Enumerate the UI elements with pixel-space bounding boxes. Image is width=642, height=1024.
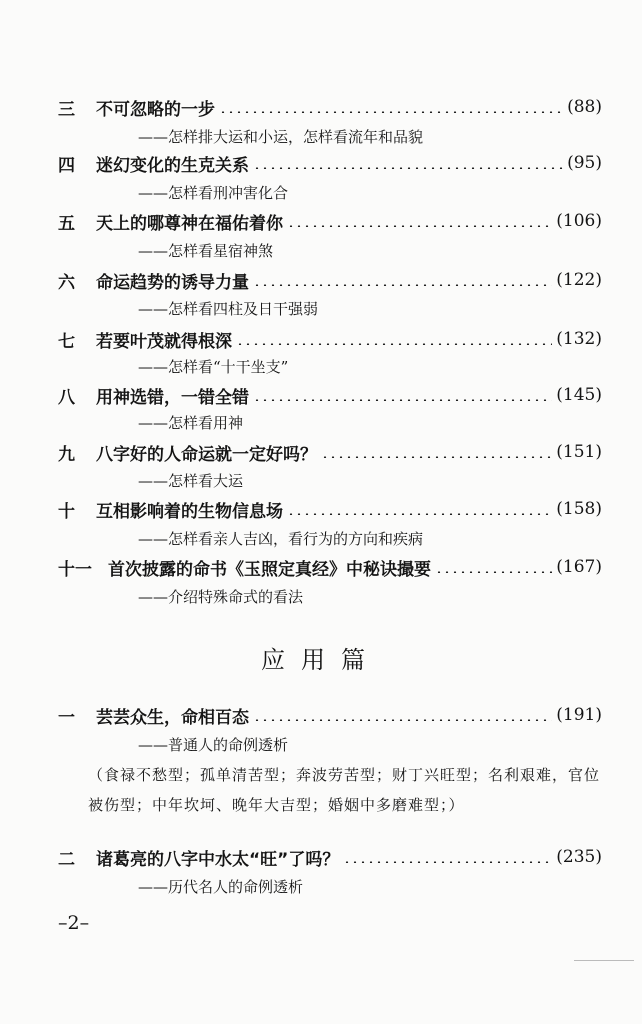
chapter-number: 九 bbox=[58, 444, 75, 465]
chapter-title: 迷幻变化的生克关系 bbox=[96, 155, 249, 176]
dot-leader bbox=[253, 719, 552, 721]
chapter-subtitle: ——历代名人的命例透析 bbox=[138, 878, 304, 896]
page-number: (106) bbox=[556, 211, 602, 231]
dot-leader bbox=[343, 861, 552, 863]
chapter-number: 五 bbox=[58, 213, 75, 234]
toc-entry bbox=[58, 148, 602, 178]
dot-leader bbox=[219, 111, 563, 113]
chapter-number: 三 bbox=[58, 99, 75, 120]
chapter-title: 命运趋势的诱导力量 bbox=[96, 272, 249, 293]
chapter-number: 四 bbox=[58, 155, 75, 176]
chapter-subtitle: ——介绍特殊命式的看法 bbox=[138, 588, 304, 606]
chapter-subtitle: ——普通人的命例透析 bbox=[138, 736, 289, 754]
chapter-title: 若要叶茂就得根深 bbox=[96, 331, 232, 352]
page-number: (145) bbox=[556, 385, 602, 405]
page-number: (95) bbox=[567, 153, 602, 173]
section-heading: 应用篇 bbox=[261, 646, 381, 674]
chapter-title: 八字好的人命运就一定好吗？ bbox=[96, 444, 317, 465]
toc-entry bbox=[58, 206, 602, 236]
chapter-title: 不可忽略的一步 bbox=[96, 99, 215, 120]
scan-mark bbox=[574, 960, 634, 961]
toc-entry bbox=[58, 494, 602, 524]
chapter-subtitle: ——怎样看亲人吉凶，看行为的方向和疾病 bbox=[138, 530, 424, 548]
chapter-title: 互相影响着的生物信息场 bbox=[96, 501, 283, 522]
toc-entry bbox=[58, 380, 602, 410]
chapter-subtitle: ——怎样看“十干坐支” bbox=[138, 358, 289, 376]
toc-entry bbox=[58, 700, 602, 730]
page-number: (235) bbox=[556, 847, 602, 867]
chapter-subtitle: ——怎样看用神 bbox=[138, 414, 244, 432]
page-number: (88) bbox=[567, 97, 602, 117]
dot-leader bbox=[253, 284, 552, 286]
footer-page-number: –2– bbox=[58, 912, 90, 934]
chapter-title: 天上的哪尊神在福佑着你 bbox=[96, 213, 283, 234]
dot-leader bbox=[236, 343, 552, 345]
toc-entry bbox=[58, 324, 602, 354]
toc-entry bbox=[58, 265, 602, 295]
dot-leader bbox=[435, 571, 552, 573]
chapter-number: 六 bbox=[58, 272, 75, 293]
chapter-subtitle: ——怎样看星宿神煞 bbox=[138, 242, 274, 260]
dot-leader bbox=[287, 225, 552, 227]
chapter-title: 用神选错，一错全错 bbox=[96, 387, 249, 408]
chapter-subtitle: ——怎样看刑冲害化合 bbox=[138, 184, 289, 202]
toc-entry bbox=[58, 842, 602, 872]
page-number: (191) bbox=[556, 705, 602, 725]
dot-leader bbox=[321, 456, 552, 458]
chapter-number: 二 bbox=[58, 849, 75, 870]
chapter-subtitle: ——怎样看四柱及日干强弱 bbox=[138, 300, 319, 318]
chapter-number: 八 bbox=[58, 387, 75, 408]
page-number: (122) bbox=[556, 270, 602, 290]
chapter-number: 一 bbox=[58, 707, 75, 728]
chapter-number: 十一 bbox=[58, 559, 92, 580]
chapter-subtitle: ——怎样排大运和小运，怎样看流年和品貌 bbox=[138, 128, 424, 146]
toc-entry bbox=[58, 552, 602, 582]
page-number: (132) bbox=[556, 329, 602, 349]
chapter-number: 十 bbox=[58, 501, 75, 522]
dot-leader bbox=[287, 513, 552, 515]
toc-entry bbox=[58, 437, 602, 467]
toc-entry bbox=[58, 92, 602, 122]
chapter-subtitle: ——怎样看大运 bbox=[138, 472, 244, 490]
chapter-note: （食禄不愁型；孤单清苦型；奔波劳苦型；财丁兴旺型；名利艰难，官位被伤型；中年坎坷、晚年大吉型；婚姻中多磨难型；） bbox=[88, 766, 601, 814]
page-number: (151) bbox=[556, 442, 602, 462]
chapter-title: 芸芸众生，命相百态 bbox=[96, 707, 249, 728]
page-number: (158) bbox=[556, 499, 602, 519]
chapter-number: 七 bbox=[58, 331, 75, 352]
dot-leader bbox=[253, 167, 563, 169]
page-number: (167) bbox=[556, 557, 602, 577]
dot-leader bbox=[253, 399, 552, 401]
chapter-title: 首次披露的命书《玉照定真经》中秘诀撮要 bbox=[108, 559, 431, 580]
chapter-title: 诸葛亮的八字中水太“旺”了吗？ bbox=[96, 849, 340, 870]
